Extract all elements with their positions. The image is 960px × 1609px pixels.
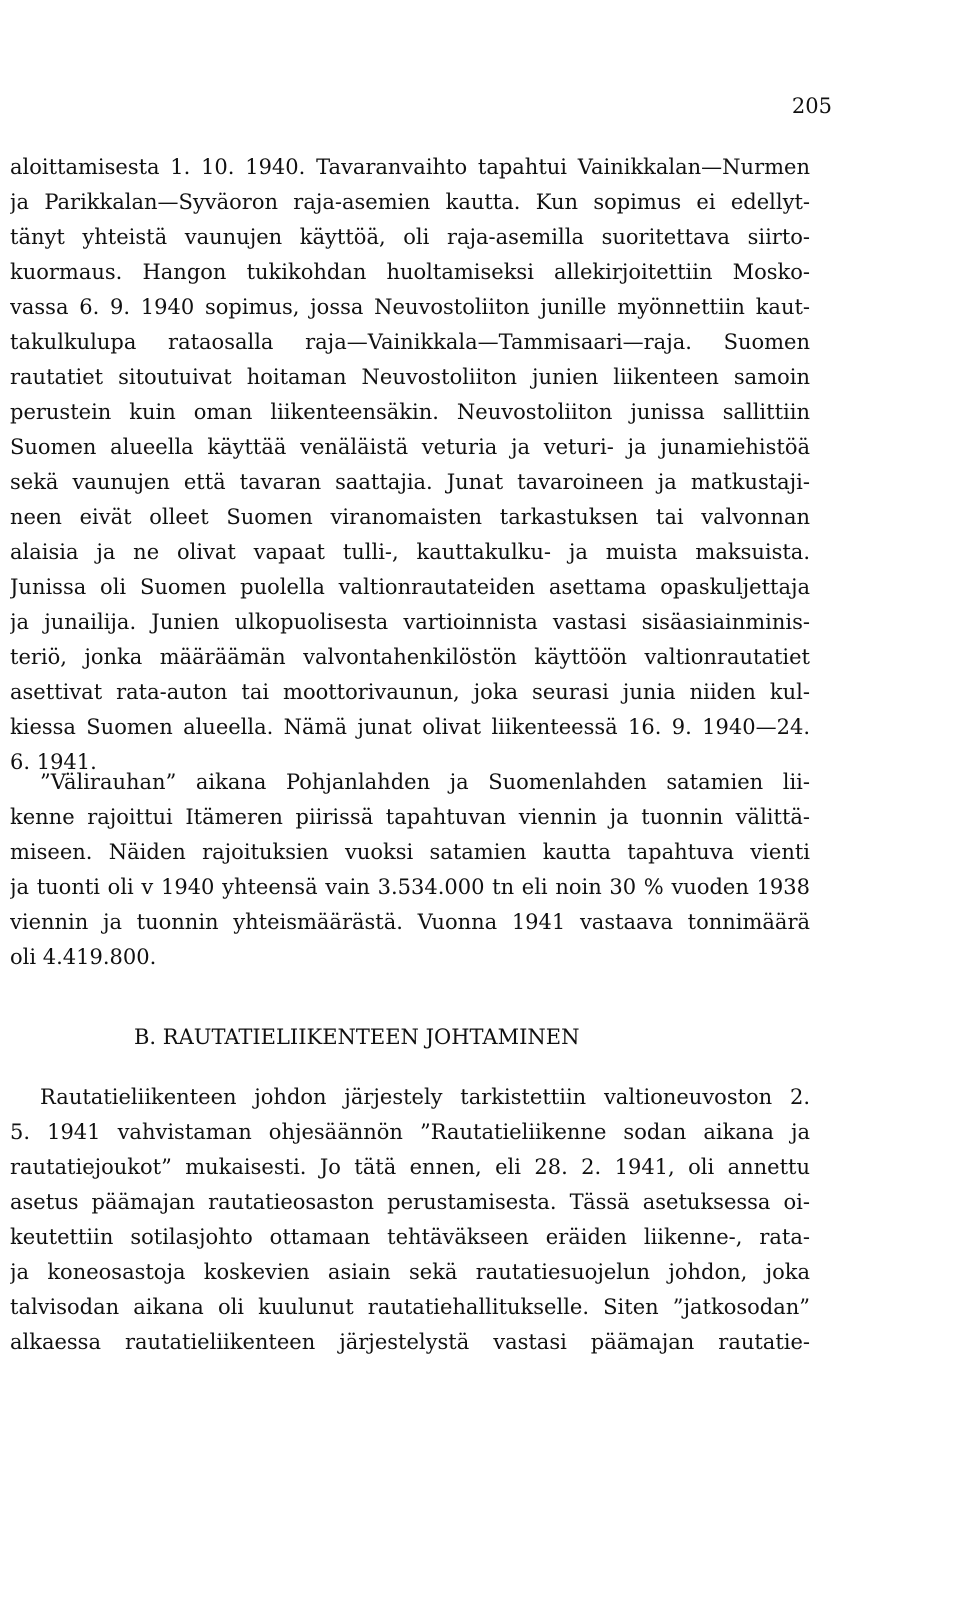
text-line: Rautatieliikenteen johdon järjestely tarkistettiin valtioneuvoston 2.: [40, 1085, 810, 1109]
text-line: vassa 6. 9. 1940 sopimus, jossa Neuvostoliiton junille myönnettiin kaut-: [10, 295, 810, 319]
text-line: takulkulupa rataosalla raja—Vainikkala—Tammisaari—raja. Suomen: [10, 330, 810, 354]
text-line: asettivat rata-auton tai moottorivaunun, joka seurasi junia niiden kul-: [10, 680, 810, 704]
text-line: kiessa Suomen alueella. Nämä junat olivat liikenteessä 16. 9. 1940—24.: [10, 715, 810, 739]
text-line: ja koneosastoja koskevien asiain sekä rautatiesuojelun johdon, joka: [10, 1260, 810, 1284]
text-line: kuormaus. Hangon tukikohdan huoltamiseksi allekirjoitettiin Mosko-: [10, 260, 810, 284]
paragraph-border-traffic: [10, 150, 810, 780]
text-line: oli 4.419.800.: [10, 945, 157, 969]
text-line: alkaessa rautatieliikenteen järjestelystä vastasi päämajan rautatie-: [10, 1330, 810, 1354]
section-heading: B. RAUTATIELIIKENTEEN JOHTAMINEN: [134, 1025, 580, 1049]
text-line: neen eivät olleet Suomen viranomaisten tarkastuksen tai valvonnan: [10, 505, 810, 529]
text-line: rautatiet sitoutuivat hoitaman Neuvostoliiton junien liikenteen samoin: [10, 365, 810, 389]
text-line: Suomen alueella käyttää venäläistä veturia ja veturi- ja junamiehistöä: [10, 435, 810, 459]
text-line: viennin ja tuonnin yhteismäärästä. Vuonna 1941 vastaava tonnimäärä: [10, 910, 810, 934]
text-line: sekä vaunujen että tavaran saattajia. Junat tavaroineen ja matkustaji-: [10, 470, 810, 494]
text-line: ja junailija. Junien ulkopuolisesta vartioinnista vastasi sisäasiainminis-: [10, 610, 810, 634]
text-line: miseen. Näiden rajoituksien vuoksi satamien kautta tapahtuva vienti: [10, 840, 810, 864]
text-line: tänyt yhteistä vaunujen käyttöä, oli raja-asemilla suoritettava siirto-: [10, 225, 810, 249]
text-line: perustein kuin oman liikenteensäkin. Neuvostoliiton junissa sallittiin: [10, 400, 810, 424]
text-line: rautatiejoukot” mukaisesti. Jo tätä ennen, eli 28. 2. 1941, oli annettu: [10, 1155, 810, 1179]
text-line: kenne rajoittui Itämeren piirissä tapahtuvan viennin ja tuonnin välittä-: [10, 805, 810, 829]
paragraph-railway-management: [10, 1080, 810, 1360]
text-line: ja tuonti oli v 1940 yhteensä vain 3.534.000 tn eli noin 30 % vuoden 1938: [10, 875, 810, 899]
text-line: keutettiin sotilasjohto ottamaan tehtäväkseen eräiden liikenne-, rata-: [10, 1225, 810, 1249]
text-line: Junissa oli Suomen puolella valtionrautateiden asettama opaskuljettaja: [10, 575, 810, 599]
text-line: ”Välirauhan” aikana Pohjanlahden ja Suomenlahden satamien lii-: [40, 770, 810, 794]
text-line: alaisia ja ne olivat vapaat tulli-, kauttakulku- ja muista maksuista.: [10, 540, 810, 564]
text-line: ja Parikkalan—Syväoron raja-asemien kautta. Kun sopimus ei edellyt-: [10, 190, 810, 214]
paragraph-ports: [10, 765, 810, 975]
page-number: 205: [791, 94, 832, 118]
text-line: 5. 1941 vahvistaman ohjesäännön ”Rautatieliikenne sodan aikana ja: [10, 1120, 810, 1144]
text-line: talvisodan aikana oli kuulunut rautatiehallitukselle. Siten ”jatkosodan”: [10, 1295, 810, 1319]
text-line: teriö, jonka määräämän valvontahenkilöstön käyttöön valtionrautatiet: [10, 645, 810, 669]
text-line: aloittamisesta 1. 10. 1940. Tavaranvaihto tapahtui Vainikkalan—Nurmen: [10, 155, 810, 179]
text-line: 6. 1941.: [10, 750, 97, 774]
text-line: asetus päämajan rautatieosaston perustamisesta. Tässä asetuksessa oi-: [10, 1190, 810, 1214]
